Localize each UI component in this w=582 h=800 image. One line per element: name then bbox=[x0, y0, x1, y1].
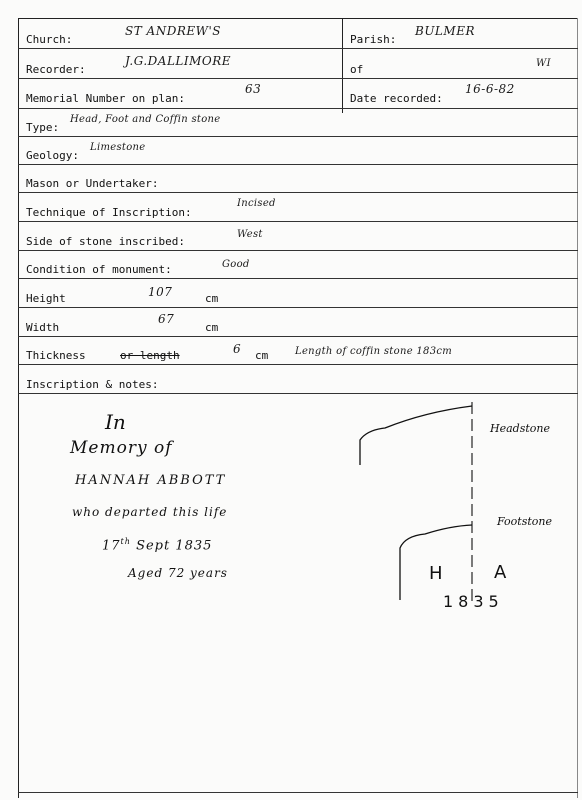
frame-top-border bbox=[18, 18, 578, 19]
recorder-value: J.G.DALLIMORE bbox=[125, 54, 232, 68]
height-unit: cm bbox=[205, 292, 219, 305]
footstone-label: Footstone bbox=[497, 515, 552, 528]
inscription-line-departed: who departed this life bbox=[72, 505, 228, 519]
geology-label: Geology: bbox=[26, 149, 79, 162]
of-value: WI bbox=[536, 58, 551, 69]
side-value: West bbox=[237, 229, 263, 240]
thickness-value: 6 bbox=[233, 342, 242, 356]
width-unit: cm bbox=[205, 321, 219, 334]
inscription-label: Inscription & notes: bbox=[26, 378, 159, 391]
inscription-line-in: In bbox=[105, 410, 126, 434]
geology-value: Limestone bbox=[90, 142, 146, 153]
side-label: Side of stone inscribed: bbox=[26, 235, 185, 248]
headstone-label: Headstone bbox=[490, 422, 550, 435]
inscription-line-memory: Memory of bbox=[70, 438, 173, 458]
height-label: Height bbox=[26, 292, 66, 305]
row-divider bbox=[18, 393, 578, 394]
inscription-day-suffix: th bbox=[120, 537, 131, 546]
type-label: Type: bbox=[26, 121, 60, 134]
row-divider bbox=[18, 221, 578, 222]
row-divider bbox=[18, 250, 578, 251]
footstone-initial-h: H bbox=[429, 563, 443, 584]
row-divider bbox=[18, 48, 578, 49]
row-divider bbox=[18, 336, 578, 337]
coffin-length-note: Length of coffin stone 183cm bbox=[295, 346, 453, 357]
width-label: Width bbox=[26, 321, 60, 334]
parish-label: Parish: bbox=[350, 33, 397, 46]
width-value: 67 bbox=[158, 312, 175, 326]
church-value: ST ANDREW'S bbox=[125, 24, 221, 38]
row-divider bbox=[18, 78, 578, 79]
row-divider bbox=[18, 192, 578, 193]
row-divider bbox=[18, 108, 578, 109]
thickness-label: Thickness bbox=[26, 349, 86, 362]
column-divider bbox=[342, 18, 343, 113]
technique-label: Technique of Inscription: bbox=[26, 206, 192, 219]
memorial-number-label: Memorial Number on plan: bbox=[26, 92, 185, 105]
inscription-line-date bbox=[102, 537, 212, 553]
footstone-initial-a: A bbox=[494, 562, 507, 583]
recorder-label: Recorder: bbox=[26, 63, 86, 76]
height-value: 107 bbox=[148, 285, 173, 299]
technique-value: Incised bbox=[237, 198, 276, 209]
thickness-struck-text: or length bbox=[120, 349, 180, 362]
footstone-year: 1835 bbox=[443, 592, 504, 611]
memorial-number-value: 63 bbox=[245, 82, 262, 96]
inscription-line-name: HANNAH ABBOTT bbox=[75, 473, 227, 488]
frame-right-border bbox=[577, 18, 578, 798]
date-value: 16-6-82 bbox=[465, 82, 515, 96]
row-divider bbox=[18, 164, 578, 165]
condition-label: Condition of monument: bbox=[26, 263, 172, 276]
row-divider bbox=[18, 136, 578, 137]
inscription-line-age: Aged 72 years bbox=[128, 566, 228, 580]
inscription-day: 17 bbox=[102, 538, 121, 554]
row-divider bbox=[18, 278, 578, 279]
thickness-unit: cm bbox=[255, 349, 269, 362]
church-label: Church: bbox=[26, 33, 73, 46]
row-divider bbox=[18, 364, 578, 365]
type-value: Head, Foot and Coffin stone bbox=[70, 114, 221, 125]
condition-value: Good bbox=[222, 259, 250, 270]
date-label: Date recorded: bbox=[350, 92, 443, 105]
row-divider bbox=[18, 307, 578, 308]
bottom-border bbox=[18, 792, 578, 793]
inscription-month-year: Sept 1835 bbox=[136, 538, 213, 554]
frame-left-border bbox=[18, 18, 19, 798]
parish-value: BULMER bbox=[415, 24, 475, 38]
of-label: of bbox=[350, 63, 364, 76]
mason-label: Mason or Undertaker: bbox=[26, 177, 159, 190]
